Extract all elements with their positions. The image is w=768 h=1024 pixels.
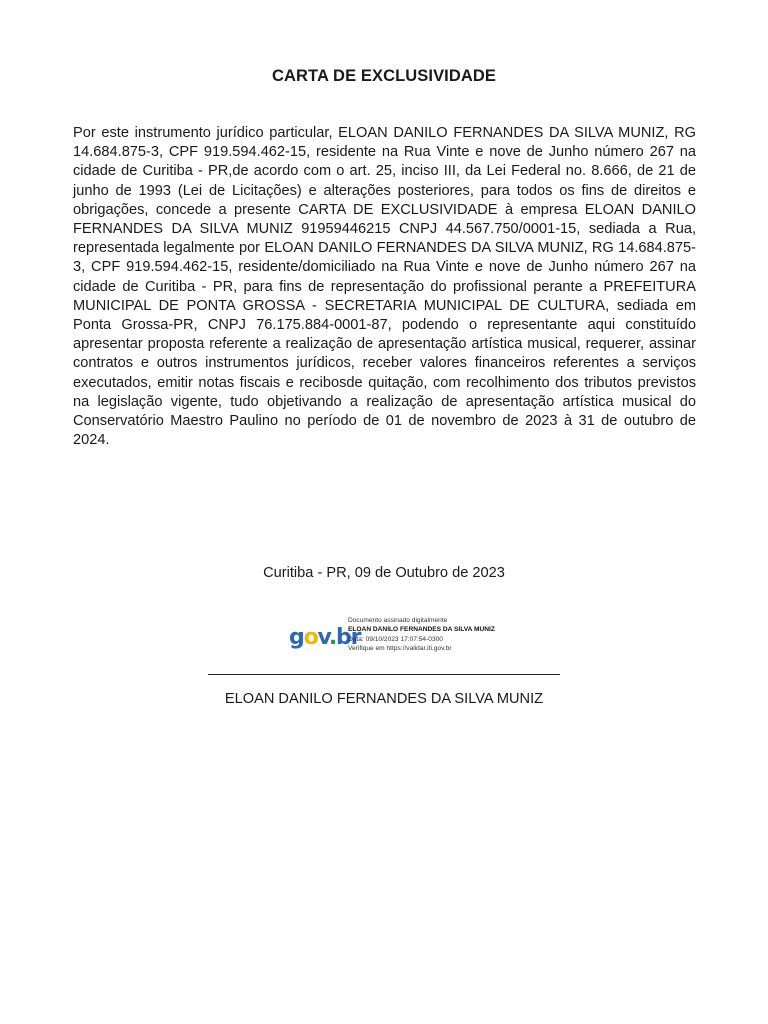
digital-signature-stamp	[289, 614, 529, 660]
govbr-logo: gov.br	[289, 625, 361, 650]
signature-signer: ELOAN DANILO FERNANDES DA SILVA MUNIZ	[348, 626, 495, 634]
signature-line	[208, 674, 560, 675]
document-title: CARTA DE EXCLUSIVIDADE	[271, 67, 497, 85]
document-body: Por este instrumento jurídico particular, ELOAN DANILO FERNANDES DA SILVA MUNIZ, RG 14.684.875-3, CPF 919.594.462-15, residente na Rua Vinte e nove de Junho número 267 na cidade de Curitiba - PR,de acordo com o art. 25, inciso III, da Lei Federal no. 8.666, de 21 de junho de 1993 (Lei de Licitações) e alterações posteriores, para todos os fins de direitos e obrigações, concede a presente CARTA DE EXCLUSIVIDADE à empresa ELOAN DANILO FERNANDES DA SILVA MUNIZ 91959446215 CNPJ 44.567.750/0001-15, sediada a Rua, representada legalmente por ELOAN DANILO FERNANDES DA SILVA MUNIZ, RG 14.684.875-3, CPF 919.594.462-15, residente/domiciliado na Rua Vinte e nove de Junho número 267 na cidade de Curitiba - PR, para fins de representação do profissional perante a PREFEITURA MUNICIPAL DE PONTA GROSSA - SECRETARIA MUNICIPAL DE CULTURA, sediada em Ponta Grossa-PR, CNPJ 76.175.884-0001-87, podendo o representante aqui constituído apresentar proposta referente a realização de apresentação artística musical, requerer, assinar contratos e outros instrumentos jurídicos, receber valores financeiros referentes a serviços executados, emitir notas fiscais e recibosde quitação, com recolhimento dos tributos previstos na legislação vigente, tudo objetivando a realização de apresentação artística musical do Conservatório Maestro Paulino no período de 01 de novembro de 2023 à 31 de outubro de 2024.	[73, 125, 696, 449]
signature-details	[348, 616, 495, 654]
signature-date: Data: 09/10/2023 17:07:54-0300	[348, 635, 443, 643]
signature-verify-url: Verifique em https://validar.iti.gov.br	[348, 645, 452, 653]
signature-heading: Documento assinado digitalmente	[348, 617, 448, 624]
signer-name: ELOAN DANILO FERNANDES DA SILVA MUNIZ	[224, 691, 544, 707]
place-and-date: Curitiba - PR, 09 de Outubro de 2023	[263, 565, 505, 581]
